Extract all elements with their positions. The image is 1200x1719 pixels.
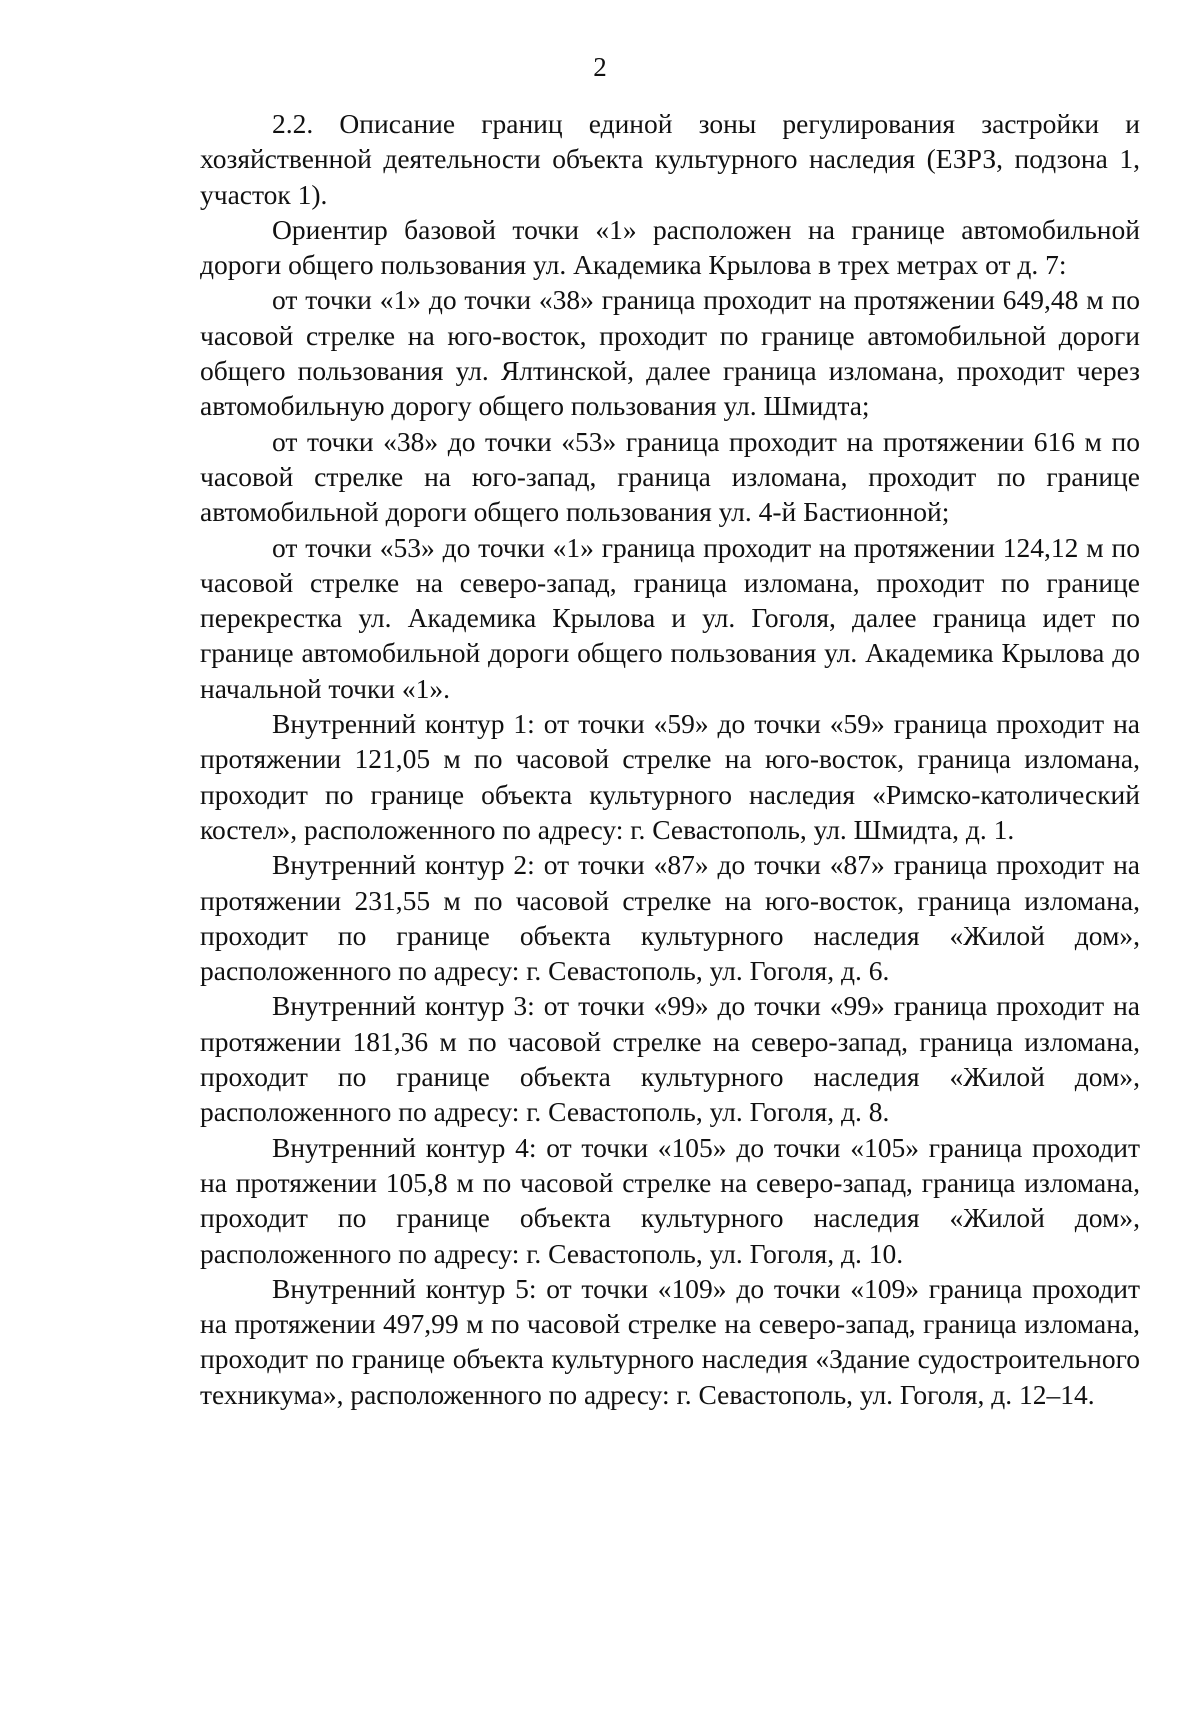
paragraph-inner-contour-4: Внутренний контур 4: от точки «105» до точки «105» граница проходит на протяжении 105,8 м по часовой стрелке на северо-запад, граница изломана, проходит по границе объекта культурного наследия «Жилой дом», расположенного по адресу: г. Севастополь, ул. Гоголя, д. 10. [200, 1131, 1140, 1269]
paragraph-inner-contour-3: Внутренний контур 3: от точки «99» до точки «99» граница проходит на протяжении 181,36 м по часовой стрелке на северо-запад, граница изломана, проходит по границе объекта культурного наследия «Жилой дом», расположенного по адресу: г. Севастополь, ул. Гоголя, д. 8. [200, 990, 1140, 1128]
document-body [200, 106, 1140, 1412]
paragraph-base-point: Ориентир базовой точки «1» расположен на границе автомобильной дороги общего пользования ул. Академика Крылова в трех метрах от д. 7: [200, 213, 1140, 281]
paragraph-inner-contour-2: Внутренний контур 2: от точки «87» до точки «87» граница проходит на протяжении 231,55 м по часовой стрелке на юго-восток, граница изломана, проходит по границе объекта культурного наследия «Жилой дом», расположенного по адресу: г. Севастополь, ул. Гоголя, д. 6. [200, 849, 1140, 987]
paragraph-segment-1-38: от точки «1» до точки «38» граница проходит на протяжении 649,48 м по часовой стрелке на юго-восток, проходит по границе автомобильной дороги общего пользования ул. Ялтинской, далее граница изломана, проходит через автомобильную дорогу общего пользования ул. Шмидта; [200, 284, 1140, 422]
paragraph-inner-contour-5: Внутренний контур 5: от точки «109» до точки «109» граница проходит на протяжении 497,99 м по часовой стрелке на северо-запад, граница изломана, проходит по границе объекта культурного наследия «Здание судостроительного техникума», расположенного по адресу: г. Севастополь, ул. Гоголя, д. 12–14. [200, 1272, 1140, 1410]
section-heading-paragraph: 2.2. Описание границ единой зоны регулирования застройки и хозяйственной деятельности объекта культурного наследия (ЕЗРЗ, подзона 1, участок 1). [200, 108, 1140, 210]
paragraph-segment-53-1: от точки «53» до точки «1» граница проходит на протяжении 124,12 м по часовой стрелке на северо-запад, граница изломана, проходит по границе перекрестка ул. Академика Крылова и ул. Гоголя, далее граница идет по границе автомобильной дороги общего пользования ул. Академика Крылова до начальной точки «1». [200, 531, 1140, 704]
paragraph-inner-contour-1: Внутренний контур 1: от точки «59» до точки «59» граница проходит на протяжении 121,05 м по часовой стрелке на юго-восток, граница изломана, проходит по границе объекта культурного наследия «Римско-католический костел», расположенного по адресу: г. Севастополь, ул. Шмидта, д. 1. [200, 708, 1140, 845]
paragraph-segment-38-53: от точки «38» до точки «53» граница проходит на протяжении 616 м по часовой стрелке на юго-запад, граница изломана, проходит по границе автомобильной дороги общего пользования ул. 4-й Бастионной; [200, 425, 1140, 528]
page-number: 2 [593, 52, 607, 82]
